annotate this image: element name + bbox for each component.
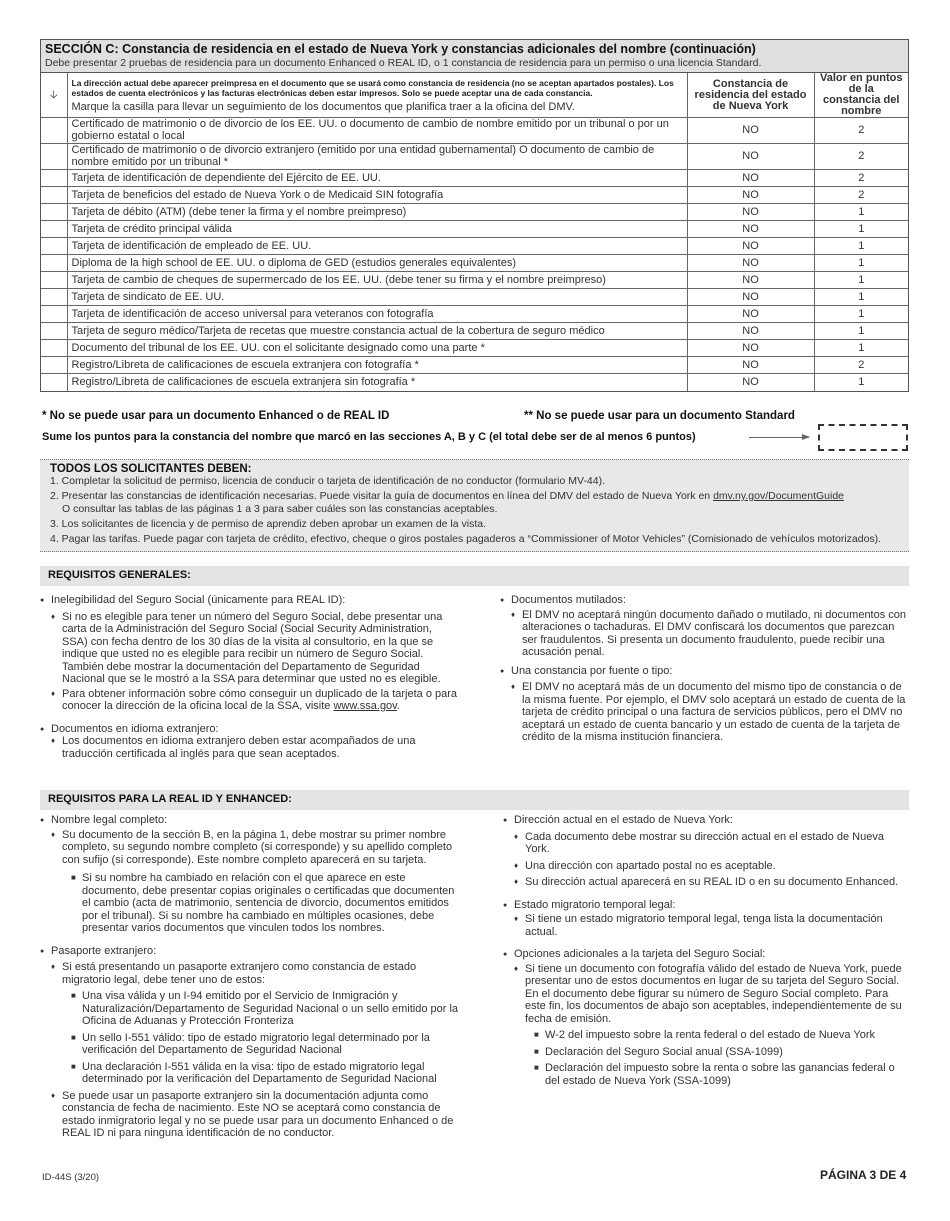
row-residence: NO [687,306,814,323]
row-checkbox[interactable] [41,238,67,255]
row-checkbox[interactable] [41,323,67,340]
section-c-header [41,40,908,73]
foreign-passport-title: ● Pasaporte extranjero: [40,945,460,958]
address-rule-2: ♦ Una dirección con apartado postal no es aceptable. [503,860,908,873]
table-row [41,255,908,272]
row-points: 1 [814,340,908,357]
all-applicants-item-4: 4. Pagar las tarifas. Puede pagar con tarjeta de crédito, efectivo, cheque o giros postales pagaderos a “Commissioner of Motor Vehicles” (Comisionado de vehículos motorizados). [50,533,882,545]
row-residence: NO [687,374,814,391]
row-checkbox[interactable] [41,374,67,391]
arrow-down-icon: 🡣 [41,73,67,118]
all-applicants-item-2 [50,490,899,503]
header-instruction: Marque la casilla para llevar un seguimiento de los documentos que planifica traer a la oficina del DMV. [71,100,575,113]
row-checkbox[interactable] [41,204,67,221]
column-points-header: Valor en puntos de la constancia del nombre [814,73,908,118]
alternative-w2: ■ W-2 del impuesto sobre la renta federal o del estado de Nueva York [503,1029,908,1042]
row-document: Tarjeta de sindicato de EE. UU. [67,289,687,306]
table-row [41,272,908,289]
row-points: 2 [814,144,908,170]
sum-points-label: Sume los puntos para la constancia del nombre que marcó en las secciones A, B y C (el total debe ser de al menos 6 puntos) [42,431,696,443]
table-row [41,144,908,170]
section-c-title: SECCIÓN C: Constancia de residencia en el estado de Nueva York y constancias adicionales del nombre (continuación) [45,42,756,56]
name-change-text: ■ Si su nombre ha cambiado en relación con el que aparece en este documento, debe presentar copias originales o certificadas que documenten el cambio (acta de matrimonio, sentencia de divorcio, documentos emitidos por el tribunal). Si su nombre ha cambiado en múltiples ocasiones, debe presentar varios documentos que vinculen todos los nombres. [40,872,460,935]
ssn-alternatives-title: ● Opciones adicionales a la tarjeta del Seguro Social: [503,948,908,961]
ssn-duplicate-text: Para obtener información sobre cómo conseguir un duplicado de la tarjeta o para conocer la dirección de la oficina local de la SSA, visite [62,687,458,712]
row-points: 1 [814,323,908,340]
row-residence: NO [687,221,814,238]
all-applicants-item-3: 3. Los solicitantes de licencia y de permiso de aprendiz deben aprobar un examen de la vista. [50,518,487,530]
ssn-alternatives-text: ♦ Si tiene un documento con fotografía válido del estado de Nueva York, puede presentar uno de estos documentos en lugar de su tarjeta del Seguro Social. En el documento debe figurar su número de Seguro Social completo. Para este fin, los documentos de abajo son aceptables, independientemente de su fecha de emisión. [503,963,908,1026]
one-per-source-title: ● Una constancia por fuente o tipo: [500,665,910,678]
row-points: 2 [814,357,908,374]
table-row [41,118,908,144]
ssn-ineligibility-letter: ♦ Si no es elegible para tener un número del Seguro Social, debe presentar una carta de la Administración del Seguro Social (Social Security Administration, SSA) con fecha dentro de los 30 días de la visita al consultorio, en la que se indique que usted no es elegible para recibir un número de Seguro Social. También debe mostrar la documentación del Departamento de Seguridad Nacional que se le mostró a la SSA para determinar que usted no es elegible. [40,611,460,686]
passport-option-stamp: ■ Un sello I-551 válido: tipo de estado migratorio legal determinado por la verificación del Departamento de Seguridad Nacional [40,1032,460,1057]
row-document: Tarjeta de crédito principal válida [67,221,687,238]
legal-name-text: ♦ Su documento de la sección B, en la página 1, debe mostrar su primer nombre completo, su segundo nombre completo (si corresponde) y su apellido completo con sufijo (si corresponde). Este nombre completo aparecerá en su tarjeta. [40,829,460,867]
page-number: PÁGINA 3 DE 4 [820,1168,907,1182]
table-row [41,238,908,255]
table-row [41,306,908,323]
table-row [41,170,908,187]
row-document: Diploma de la high school de EE. UU. o diploma de GED (estudios generales equivalentes) [67,255,687,272]
table-row [41,204,908,221]
all-applicants-item-2-cont: O consultar las tablas de las páginas 1 a 3 para saber cuáles son las constancias aceptables. [62,503,498,515]
ssn-ineligibility-title: ● Inelegibilidad del Seguro Social (únicamente para REAL ID): [40,594,460,607]
address-rule-3: ♦ Su dirección actual aparecerá en su REAL ID o en su documento Enhanced. [503,876,908,889]
ssn-duplicate-info: ♦ Para obtener información sobre cómo conseguir un duplicado de la tarjeta o para conocer la dirección de la oficina local de la SSA, visite www.ssa.gov. [40,688,460,713]
section-c-subtitle: Debe presentar 2 pruebas de residencia para un documento Enhanced o REAL ID, o 1 constancia de residencia para un permiso o una licencia Standard. [45,57,762,69]
all-applicants-item-1: 1. Completar la solicitud de permiso, licencia de conducir o tarjeta de identificación de no conductor (formulario MV-44). [50,475,606,487]
header-note-cell [67,73,687,118]
row-checkbox[interactable] [41,255,67,272]
row-residence: NO [687,255,814,272]
row-points: 1 [814,238,908,255]
row-document: Tarjeta de identificación de acceso universal para veteranos con fotografía [67,306,687,323]
alternative-tax-return: ■ Declaración del impuesto sobre la renta o sobre las ganancias federal o del estado de Nueva York (SSA-1099) [503,1062,908,1087]
row-residence: NO [687,144,814,170]
legal-name-title: ● Nombre legal completo: [40,814,460,827]
table-row [41,289,908,306]
header-note: La dirección actual debe aparecer preimpresa en el documento que se usará como constancia de residencia (no se aceptan apartados postales). Los estados de cuenta electrónicos y las facturas electrónicas deben estar impresos. Solo se puede aceptar una de cada constancia. [71,77,674,98]
realid-right-column [503,814,908,1087]
row-residence: NO [687,357,814,374]
row-points: 1 [814,221,908,238]
row-checkbox[interactable] [41,221,67,238]
passport-option-visa: ■ Una visa válida y un I-94 emitido por el Servicio de Inmigración y Naturalización/Departamento de Seguridad Nacional o un sello emitido por la Oficina de Aduanas y Protección Fronteriza [40,990,460,1028]
all-applicants-title: TODOS LOS SOLICITANTES DEBEN: [50,463,252,475]
row-residence: NO [687,323,814,340]
row-document: Tarjeta de seguro médico/Tarjeta de recetas que muestre constancia actual de la cobertura de seguro médico [67,323,687,340]
general-requirements-bar: REQUISITOS GENERALES: [40,566,909,586]
row-document: Tarjeta de débito (ATM) (debe tener la firma y el nombre preimpreso) [67,204,687,221]
temporary-status-title: ● Estado migratorio temporal legal: [503,899,908,912]
foreign-language-title: ● Documentos en idioma extranjero: [40,723,460,736]
row-checkbox[interactable] [41,144,67,170]
row-points: 1 [814,289,908,306]
row-document: Tarjeta de beneficios del estado de Nueva York o de Medicaid SIN fotografía [67,187,687,204]
row-document: Registro/Libreta de calificaciones de escuela extranjera sin fotografía * [67,374,687,391]
row-checkbox[interactable] [41,272,67,289]
general-left-column [40,594,460,760]
row-checkbox[interactable] [41,187,67,204]
passport-birthdate-text: ♦ Se puede usar un pasaporte extranjero sin la documentación adjunta como constancia de fecha de nacimiento. Este NO se aceptará como constancia de estado inmigratorio legal y no se puede usar para un documento Enhanced o de REAL ID ni para ninguna identificación de no conductor. [40,1090,460,1140]
row-residence: NO [687,204,814,221]
row-points: 2 [814,170,908,187]
mutilated-documents-text: ♦ El DMV no aceptará ningún documento dañado o mutilado, ni documentos con alteraciones o tachaduras. El DMV confiscará los documentos que parezcan ser fraudulentos. Si presenta un documento fraudulento, puede recibir una acusación penal. [500,609,910,659]
row-residence: NO [687,187,814,204]
current-address-title: ● Dirección actual en el estado de Nueva York: [503,814,908,827]
mutilated-documents-title: ● Documentos mutilados: [500,594,910,607]
alternative-ssa-1099: ■ Declaración del Seguro Social anual (SSA-1099) [503,1046,908,1059]
row-residence: NO [687,118,814,144]
table-row [41,323,908,340]
ssa-link[interactable]: www.ssa.gov [333,700,397,712]
row-document: Tarjeta de identificación de dependiente del Ejército de EE. UU. [67,170,687,187]
row-checkbox[interactable] [41,289,67,306]
row-points: 1 [814,204,908,221]
column-residence-header: Constancia de residencia del estado de Nueva York [687,73,814,118]
row-residence: NO [687,238,814,255]
realid-requirements-bar: REQUISITOS PARA LA REAL ID Y ENHANCED: [40,790,909,810]
one-per-source-text: ♦ El DMV no aceptará más de un documento del mismo tipo de constancia o de la misma fuente. Por ejemplo, el DMV solo aceptará un estado de cuenta de la tarjeta de crédito principal o una factura de servicios públicos, pero el DMV no aceptará un estado de cuenta bancario y un estado de cuenta de la tarjeta de crédito de la misma institución financiera. [500,681,910,744]
row-document: Tarjeta de identificación de empleado de EE. UU. [67,238,687,255]
document-guide-link[interactable]: dmv.ny.gov/DocumentGuide [713,490,844,502]
table-row [41,374,908,391]
row-residence: NO [687,289,814,306]
realid-left-column [40,814,460,1140]
row-document: Tarjeta de cambio de cheques de supermercado de los EE. UU. (debe tener su firma y el nombre preimpreso) [67,272,687,289]
table-row [41,357,908,374]
section-c-table [40,39,909,392]
row-document: Certificado de matrimonio o de divorcio extranjero (emitido por una entidad gubernamental) O documento de cambio de nombre emitido por un tribunal * [67,144,687,170]
foreign-language-text: ♦ Los documentos en idioma extranjero deben estar acompañados de una traducción certificada al inglés para que sean aceptados. [40,735,460,760]
row-checkbox[interactable] [41,170,67,187]
table-row [41,340,908,357]
note-enhanced: * No se puede usar para un documento Enhanced o de REAL ID [42,410,390,422]
row-points: 1 [814,306,908,323]
documents-table [41,73,908,391]
table-header-row [41,73,908,118]
arrow-right-icon [749,437,809,438]
row-points: 1 [814,255,908,272]
row-points: 2 [814,118,908,144]
table-row [41,187,908,204]
row-points: 1 [814,272,908,289]
row-document: Certificado de matrimonio o de divorcio de los EE. UU. o documento de cambio de nombre emitido por un tribunal o por un gobierno estatal o local [67,118,687,144]
row-checkbox[interactable] [41,118,67,144]
row-points: 1 [814,374,908,391]
row-document: Documento del tribunal de los EE. UU. con el solicitante designado como una parte * [67,340,687,357]
row-residence: NO [687,272,814,289]
row-checkbox[interactable] [41,357,67,374]
note-standard: ** No se puede usar para un documento Standard [524,410,795,422]
general-right-column [500,594,910,744]
form-id: ID-44S (3/20) [42,1172,100,1183]
row-residence: NO [687,340,814,357]
passport-option-declaration: ■ Una declaración I-551 válida en la visa: tipo de estado migratorio legal determinado por la verificación del Departamento de Seguridad Nacional [40,1061,460,1086]
table-row [41,221,908,238]
table-notes [42,410,909,422]
item-2-text: 2. Presentar las constancias de identificación necesarias. Puede visitar la guía de documentos en línea del DMV del estado de Nueva York en [50,490,714,502]
row-points: 2 [814,187,908,204]
row-document: Registro/Libreta de calificaciones de escuela extranjera con fotografía * [67,357,687,374]
row-residence: NO [687,170,814,187]
foreign-passport-text: ♦ Si está presentando un pasaporte extranjero como constancia de estado migratorio legal, debe tener uno de estos: [40,961,460,986]
all-applicants-box [40,459,909,552]
row-checkbox[interactable] [41,340,67,357]
row-checkbox[interactable] [41,306,67,323]
points-total-field[interactable] [818,424,908,451]
address-rule-1: ♦ Cada documento debe mostrar su dirección actual en el estado de Nueva York. [503,831,908,856]
temporary-status-text: ♦ Si tiene un estado migratorio temporal legal, tenga lista la documentación actual. [503,913,908,938]
